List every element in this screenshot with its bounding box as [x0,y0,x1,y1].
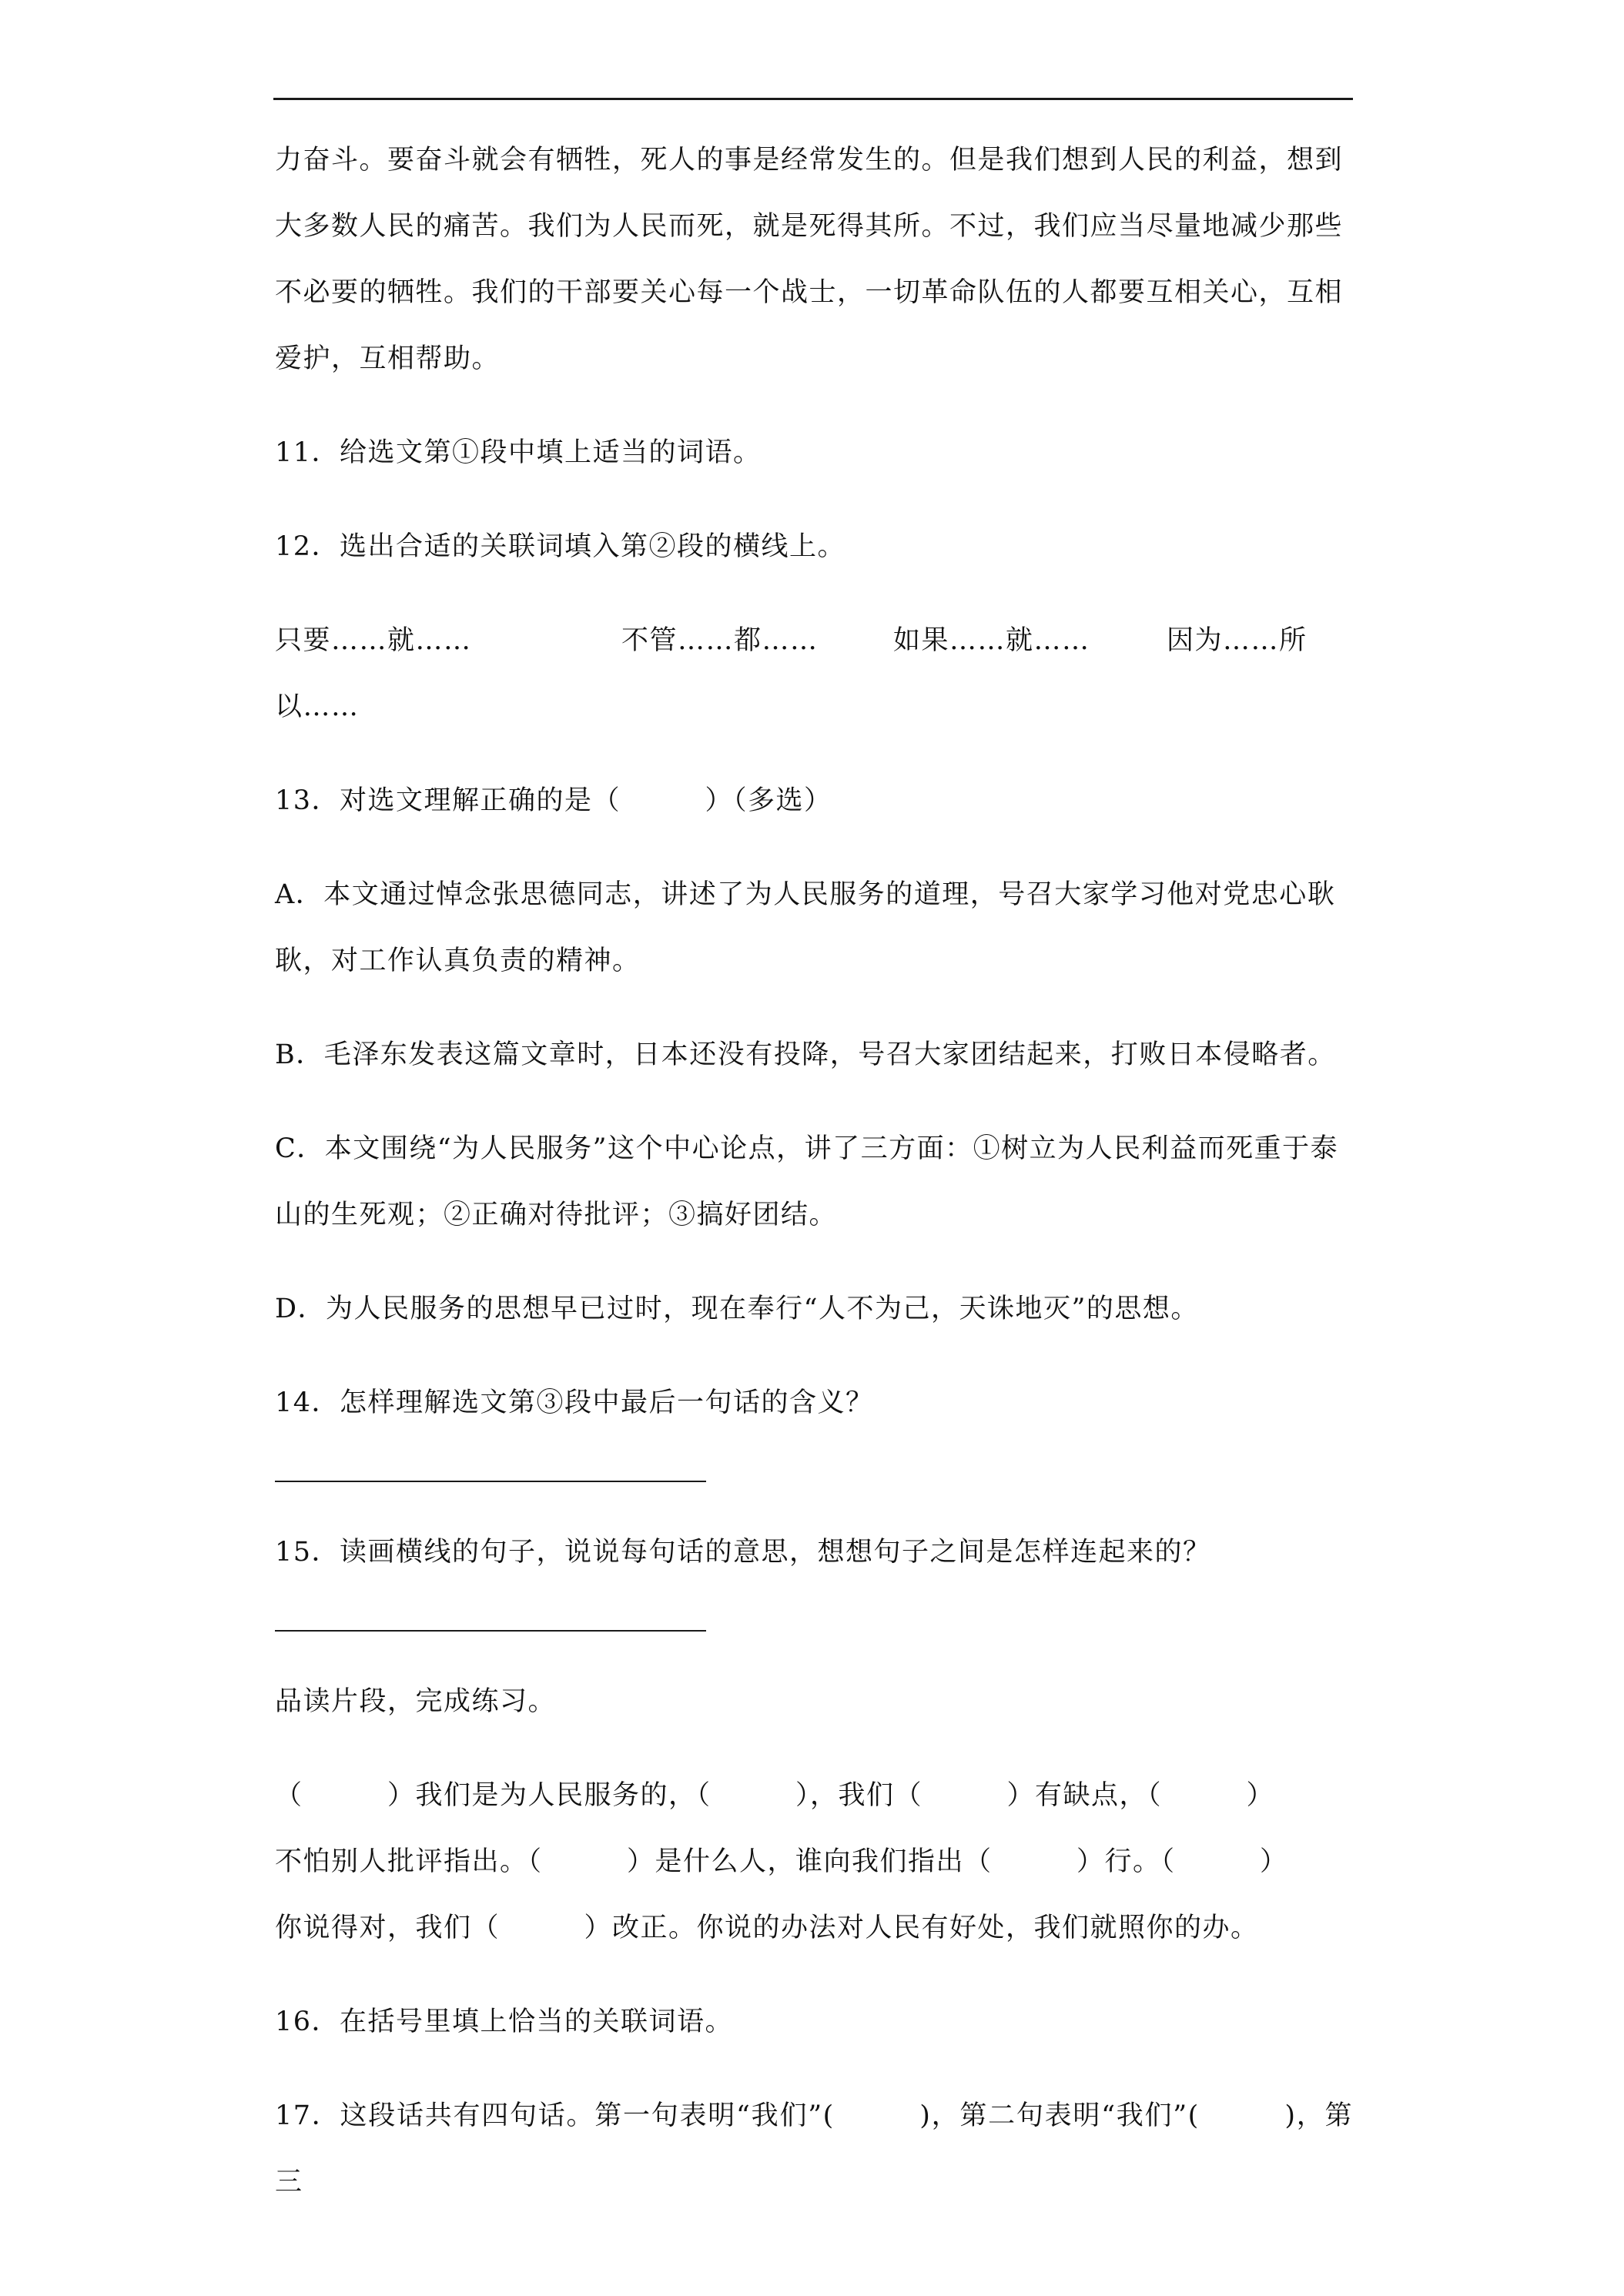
question-11: 11．给选文第①段中填上适当的词语。 [275,437,762,468]
choice-c-line: C．本文围绕“为人民服务”这个中心论点，讲了三方面：①树立为人民利益而死重于泰 [275,1133,1339,1164]
section-intro: 品读片段，完成练习。 [275,1686,557,1717]
option-buguan-dou: 不管……都…… [621,625,819,656]
passage-line: 爱护，互相帮助。 [275,343,501,374]
question-15: 15．读画横线的句子，说说每句话的意思，想想句子之间是怎样连起来的？ [275,1537,1211,1568]
answer-area-14 [275,1481,1353,1482]
question-16: 16．在括号里填上恰当的关联词语。 [275,2006,734,2037]
conjunction-options [275,607,1353,740]
fill-passage-line: （ ）我们是为人民服务的，（ ），我们（ ）有缺点，（ ） [275,1780,1275,1811]
fill-passage-line: 你说得对，我们（ ）改正。你说的办法对人民有好处，我们就照你的办。 [275,1913,1259,1943]
header-rule [273,98,1353,100]
option-yi-continued: 以…… [275,691,360,722]
fill-passage-line: 不怕别人批评指出。（ ）是什么人，谁向我们指出（ ）行。（ ） [275,1846,1288,1877]
passage-line: 力奋斗。要奋斗就会有牺牲，死人的事是经常发生的。但是我们想到人民的利益，想到 [275,145,1344,176]
question-17: 17．这段话共有四句话。第一句表明“我们”( )，第二句表明“我们”( )，第三 [275,2100,1353,2197]
answer-line[interactable] [275,1630,706,1632]
answer-area-15 [275,1630,1353,1632]
passage-line: 大多数人民的痛苦。我们为人民而死，就是死得其所。不过，我们应当尽量地减少那些 [275,211,1344,242]
fill-in-passage [275,1762,1353,1961]
choice-a [275,862,1353,994]
option-yinwei-suo: 因为……所 [1167,625,1308,656]
choice-a-line: 耿，对工作认真负责的精神。 [275,946,641,976]
choice-c [275,1116,1353,1248]
page-content [275,127,1353,2215]
choice-c-line: 山的生死观；②正确对待批评；③搞好团结。 [275,1200,838,1230]
question-12: 12．选出合适的关联词填入第②段的横线上。 [275,531,846,562]
option-ruguo-jiu: 如果……就…… [893,625,1090,656]
question-13: 13．对选文理解正确的是（ ）（多选） [275,785,832,816]
choice-d: D．为人民服务的思想早已过时，现在奉行“人不为己，天诛地灭”的思想。 [275,1294,1199,1324]
option-zhiyao-jiu: 只要……就…… [275,625,472,656]
reading-passage [275,127,1353,392]
question-14: 14．怎样理解选文第③段中最后一句话的含义？ [275,1387,874,1418]
choice-a-line: A．本文通过悼念张思德同志，讲述了为人民服务的道理，号召大家学习他对党忠心耿 [275,879,1336,910]
passage-line: 不必要的牺牲。我们的干部要关心每一个战士，一切革命队伍的人都要互相关心，互相 [275,277,1344,308]
answer-line[interactable] [275,1481,706,1482]
choice-b: B．毛泽东发表这篇文章时，日本还没有投降，号召大家团结起来，打败日本侵略者。 [275,1039,1336,1070]
